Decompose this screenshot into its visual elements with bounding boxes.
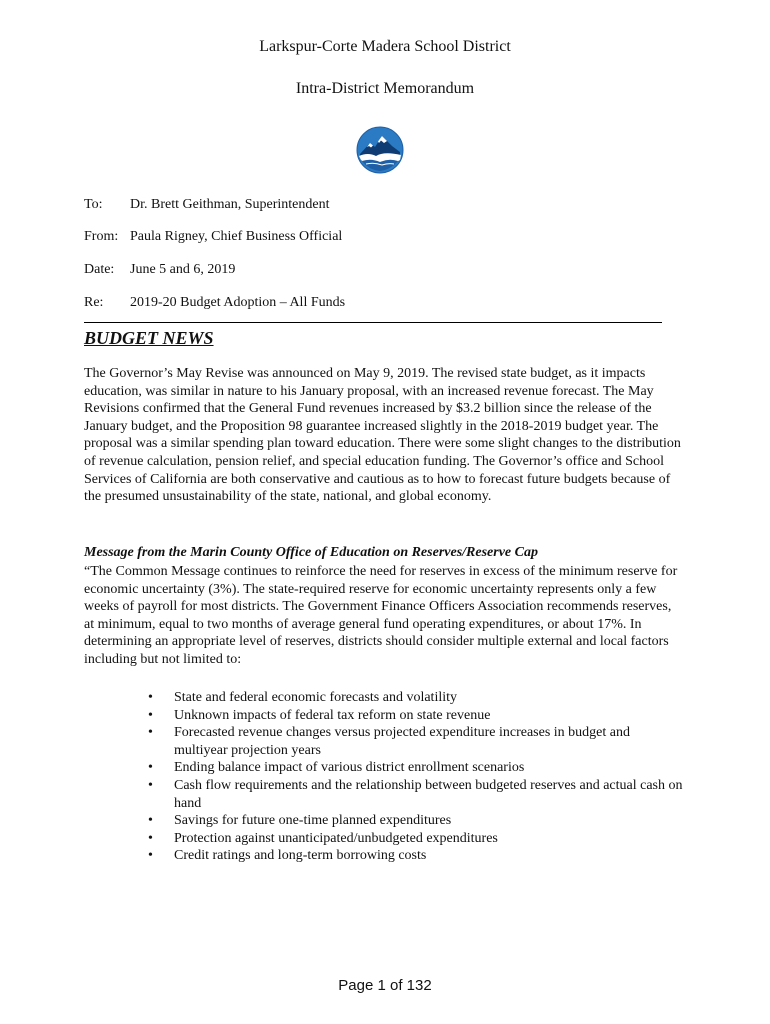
from-label: From: <box>84 229 119 244</box>
list-item: • Savings for future one-time planned expenditures <box>145 812 685 830</box>
date-value: June 5 and 6, 2019 <box>130 262 236 277</box>
list-item: • Forecasted revenue changes versus projected expenditure increases in budget and multiyear projection years <box>145 724 685 759</box>
list-item: • Cash flow requirements and the relationship between budgeted reserves and actual cash on hand <box>145 777 685 812</box>
from-value: Paula Rigney, Chief Business Official <box>130 229 343 244</box>
list-item: • Unknown impacts of federal tax reform on state revenue <box>145 707 685 725</box>
list-item: • Protection against unanticipated/unbudgeted expenditures <box>145 830 685 848</box>
page-number: Page 1 of 132 <box>338 977 432 994</box>
list-item: • Ending balance impact of various district enrollment scenarios <box>145 759 685 777</box>
memo-type: Intra-District Memorandum <box>295 80 475 97</box>
to-value: Dr. Brett Geithman, Superintendent <box>130 197 330 212</box>
to-label: To: <box>84 197 103 212</box>
reserve-factors-list <box>145 689 685 865</box>
mountain-logo-icon <box>356 126 404 174</box>
list-item: • State and federal economic forecasts and volatility <box>145 689 685 707</box>
reserves-subheading: Message from the Marin County Office of Education on Reserves/Reserve Cap <box>84 545 538 560</box>
date-label: Date: <box>84 262 115 277</box>
district-name: Larkspur-Corte Madera School District <box>259 38 511 55</box>
re-value: 2019-20 Budget Adoption – All Funds <box>130 295 346 310</box>
section-heading: BUDGET NEWS <box>84 328 214 348</box>
common-message-paragraph: “The Common Message continues to reinforce the need for reserves in excess of the minimum reserve for economic uncertainty (3%). The state-required reserve for economic uncertainty represents only a few weeks of payroll for most districts. The Government Finance Officers Association recommends reserves, at minimum, equal to two months of average general fund operating expenditures, or about 17%. In determining an appropriate level of reserves, districts should consider multiple external and local factors including but not limited to: <box>84 564 678 667</box>
list-item: • Credit ratings and long-term borrowing costs <box>145 847 685 865</box>
budget-news-paragraph: The Governor’s May Revise was announced on May 9, 2019. The revised state budget, as it impacts education, was similar in nature to his January proposal, with an increased revenue forecast. The May Revisions confirmed that the General Fund revenues increased by $3.2 billion since the release of the January budget, and the Proposition 98 guarantee increased slightly in the 2018-2019 budget year. The proposal was a similar spending plan toward education. There were some slight changes to the distribution of revenue calculation, pension relief, and special education funding. The Governor’s office and School Services of California are both conservative and cautious as to how to forecast future budgets because of the presumed unsustainability of the state, national, and global economy. <box>84 366 681 505</box>
header-divider <box>84 322 662 323</box>
re-label: Re: <box>84 295 104 310</box>
